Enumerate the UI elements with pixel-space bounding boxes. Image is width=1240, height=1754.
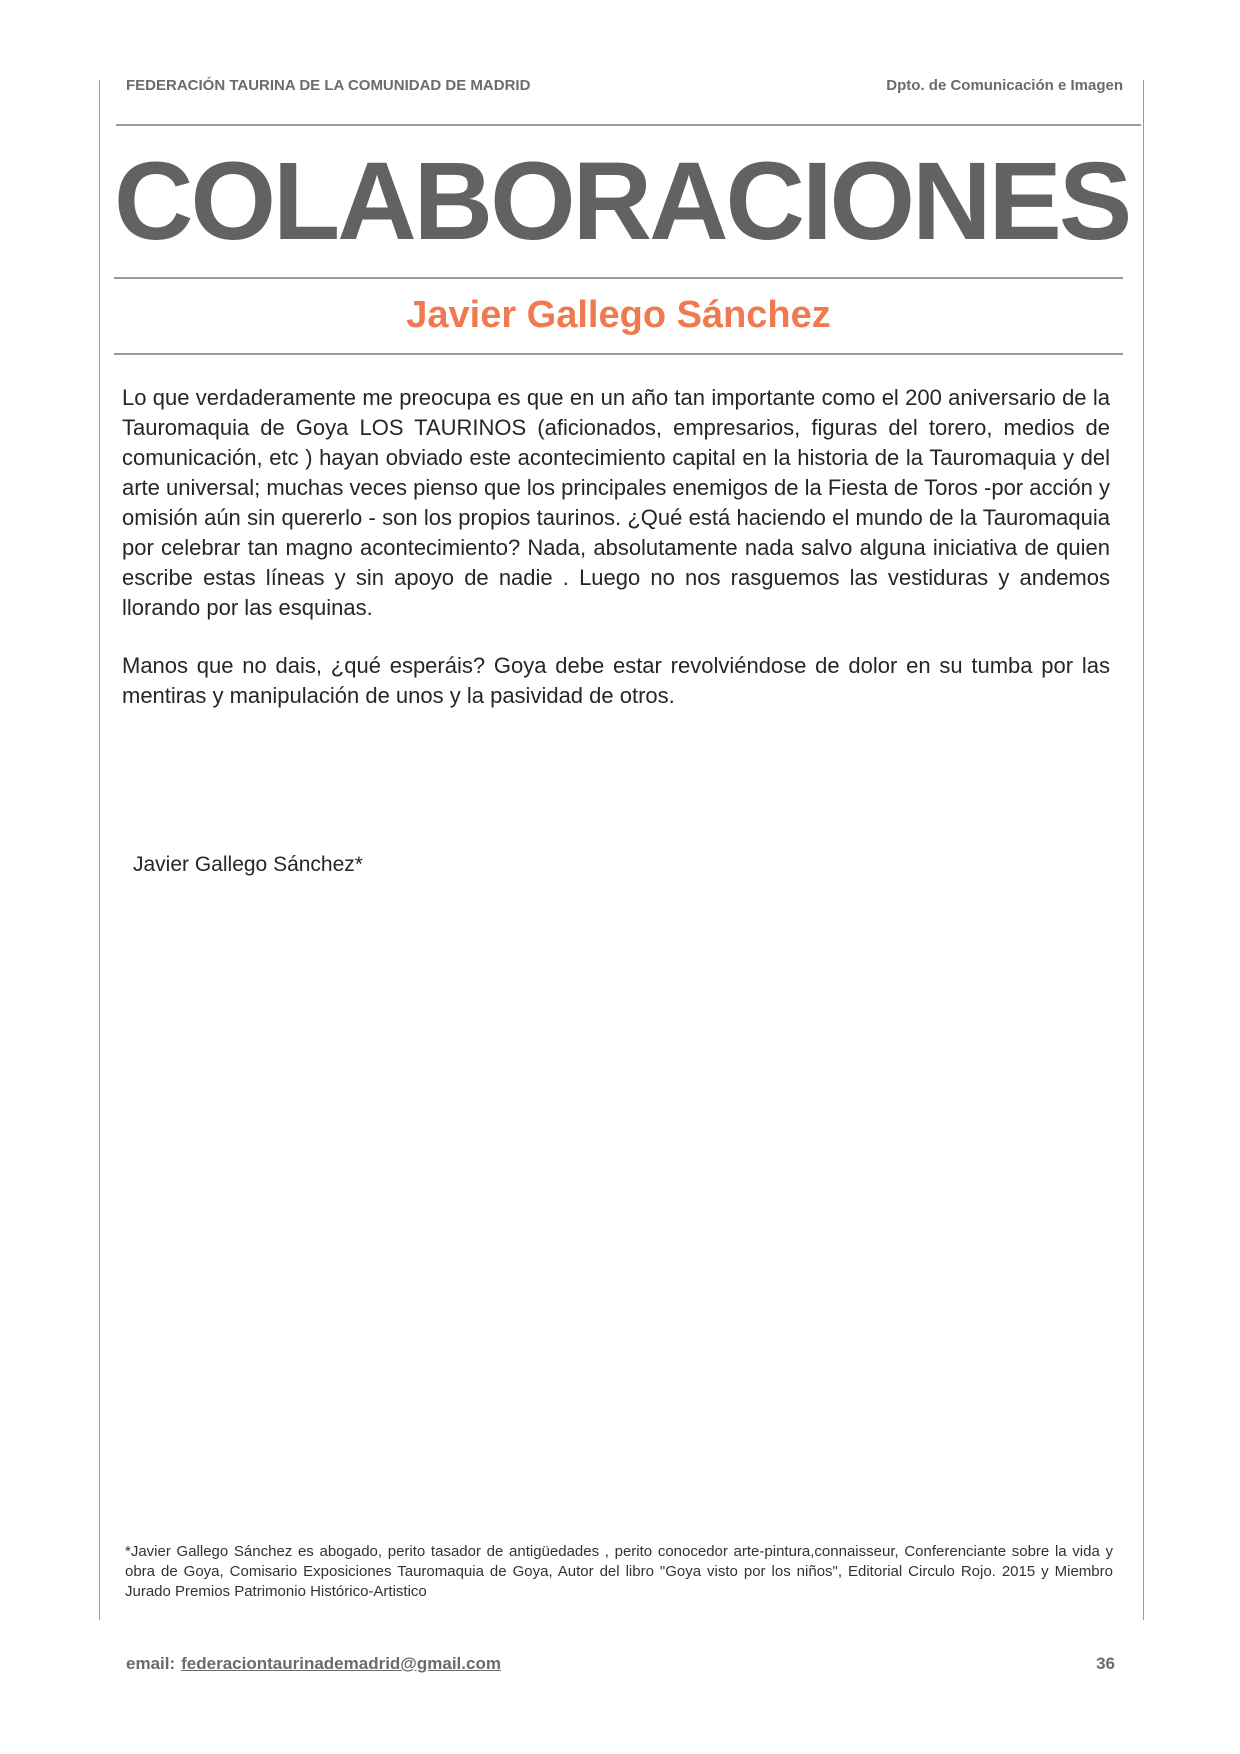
title-divider xyxy=(114,277,1123,279)
header-organization: FEDERACIÓN TAURINA DE LA COMUNIDAD DE MADRID xyxy=(126,77,531,94)
author-footnote: *Javier Gallego Sánchez es abogado, perito tasador de antigüedades , perito conocedor arte-pintura,connaisseur, Conferenciante sobre la vida y obra de Goya, Comisario Exposiciones Tauromaquia de Goya, Autor del libro "Goya visto por los niños", Editorial Circulo Rojo. 2015 y Miembro Jurado Premios Patrimonio Histórico-Artistico xyxy=(125,1543,1113,1600)
header-department: Dpto. de Comunicación e Imagen xyxy=(886,77,1123,94)
page-number: 36 xyxy=(1096,1654,1115,1673)
article-body xyxy=(122,383,1110,739)
author-heading: Javier Gallego Sánchez xyxy=(406,294,831,336)
left-margin-line xyxy=(99,80,100,1620)
section-title: COLABORACIONES xyxy=(114,140,1130,263)
body-paragraph: Lo que verdaderamente me preocupa es que en un año tan importante como el 200 aniversario de la Tauromaquia de Goya LOS TAURINOS (aficionados, empresarios, figuras del torero, medios de comunicación, etc ) hayan obviado este acontecimiento capital en la historia de la Tauromaquia y del arte universal; muchas veces pienso que los principales enemigos de la Fiesta de Toros -por acción y omisión aún sin quererlo - son los propios taurinos. ¿Qué está haciendo el mundo de la Tauromaquia por celebrar tan magno acontecimiento? Nada, absolutamente nada salvo alguna iniciativa de quien escribe estas líneas y sin apoyo de nadie . Luego no nos rasguemos las vestiduras y andemos llorando por las esquinas. xyxy=(122,385,1110,620)
signature: Javier Gallego Sánchez* xyxy=(133,853,363,876)
email-link[interactable]: federaciontaurinademadrid@gmail.com xyxy=(181,1654,501,1673)
author-divider xyxy=(114,353,1123,355)
footer-email xyxy=(126,1654,501,1674)
right-margin-line xyxy=(1143,80,1144,1620)
body-paragraph: Manos que no dais, ¿qué esperáis? Goya debe estar revolviéndose de dolor en su tumba por las mentiras y manipulación de unos y la pasividad de otros. xyxy=(122,653,1110,708)
email-label: email: xyxy=(126,1654,176,1673)
header-divider xyxy=(116,124,1141,126)
